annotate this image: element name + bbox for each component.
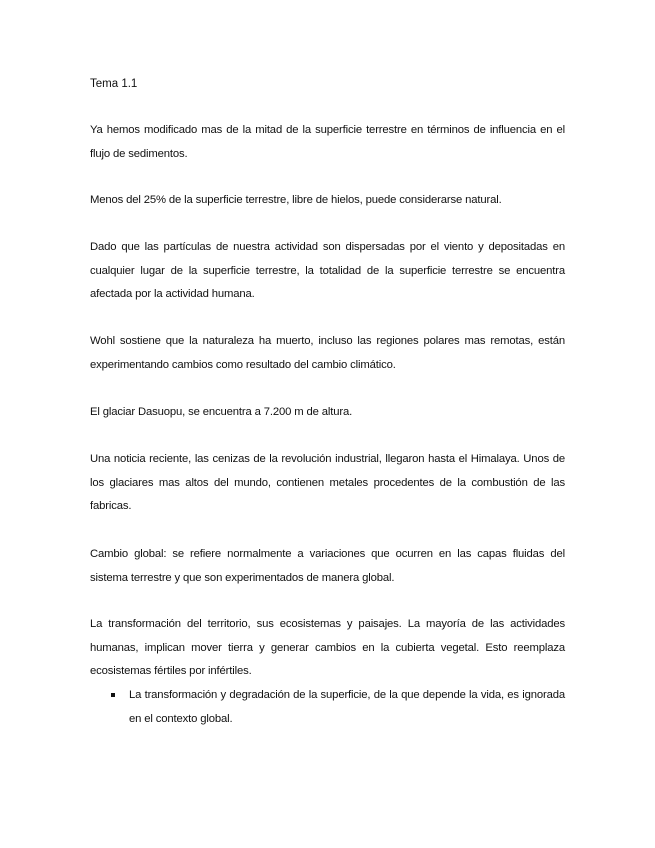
paragraph-territory: La transformación del territorio, sus ecosistemas y paisajes. La mayoría de las actividades humanas, implican mover tierra y generar cambios en la cubierta vegetal. Esto reemplaza ecosistemas fértiles por infértiles. [90, 618, 565, 677]
paragraph-dasuopu: El glaciar Dasuopu, se encuentra a 7.200 m de altura. [90, 406, 353, 418]
square-bullet-icon [111, 693, 115, 697]
paragraph-himalaya: Una noticia reciente, las cenizas de la revolución industrial, llegaron hasta el Himalaya. Unos de los glaciares mas altos del mundo, contienen metales procedentes de la combustión de las fabricas. [90, 453, 565, 512]
paragraph-global-change: Cambio global: se refiere normalmente a variaciones que ocurren en las capas fluidas del sistema terrestre y que son experimentados de manera global. [90, 548, 565, 584]
paragraph-wohl: Wohl sostiene que la naturaleza ha muerto, incluso las regiones polares mas remotas, están experimentando cambios como resultado del cambio climático. [90, 335, 565, 371]
paragraph-natural-surface: Menos del 25% de la superficie terrestre, libre de hielos, puede considerarse natural. [90, 194, 502, 206]
paragraph-particles: Dado que las partículas de nuestra actividad son dispersadas por el viento y depositadas en cualquier lugar de la superficie terrestre, la totalidad de la superficie terrestre se encuentra afectada por la actividad humana. [90, 241, 565, 300]
document-title: Tema 1.1 [90, 78, 138, 90]
bullet-text: La transformación y degradación de la superficie, de la que depende la vida, es ignorada en el contexto global. [129, 689, 565, 725]
paragraph-sediment-flow: Ya hemos modificado mas de la mitad de la superficie terrestre en términos de influencia en el flujo de sedimentos. [90, 124, 565, 160]
